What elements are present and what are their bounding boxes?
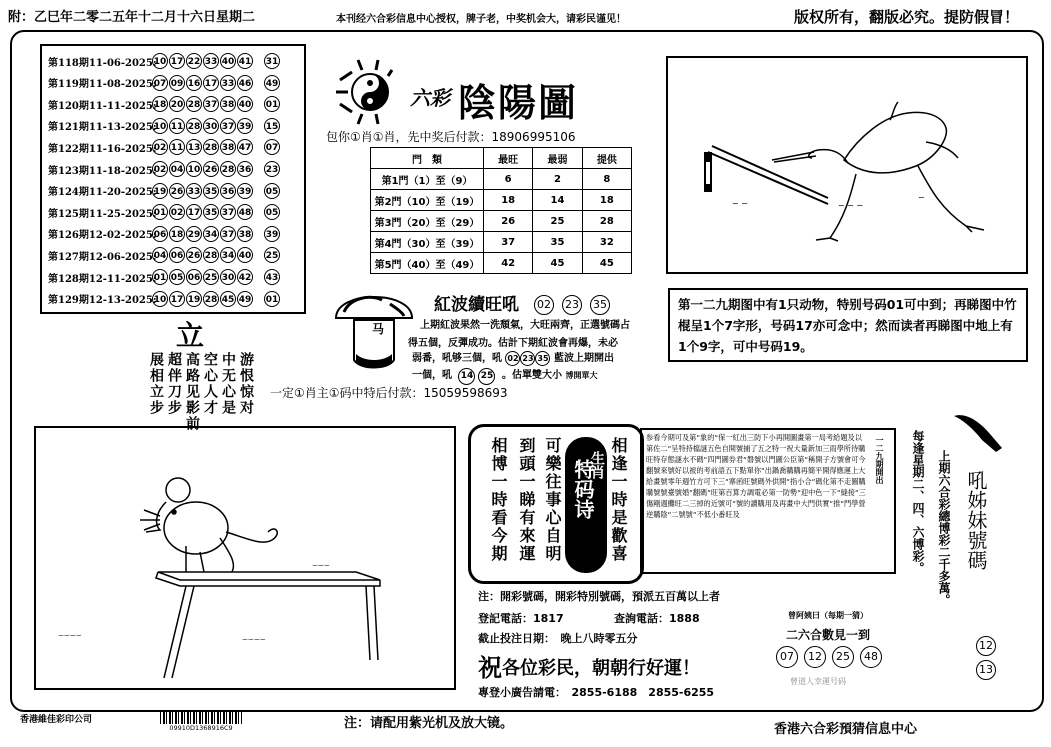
header-cell: 最弱 [533, 148, 582, 169]
number-ball: 02 [169, 204, 185, 220]
cell: 第1門（1）至（9） [371, 169, 484, 190]
number-ball: 28 [203, 139, 219, 155]
number-ball: 12 [804, 646, 826, 668]
number-ball: 25 [478, 368, 495, 385]
number-ball: 39 [237, 183, 253, 199]
cell: 32 [582, 232, 631, 253]
special-number-ball: 01 [264, 96, 280, 112]
number-ball: 49 [237, 291, 253, 307]
history-row [42, 180, 304, 202]
number-ball: 35 [203, 183, 219, 199]
number-ball: 33 [203, 53, 219, 69]
text: 弱番，吼够三個，吼 [412, 353, 502, 364]
number-ball: 47 [237, 139, 253, 155]
number-ball: 26 [186, 247, 202, 263]
barcode-bars [160, 712, 242, 724]
special-number-ball: 23 [264, 161, 280, 177]
weekly-side: 每逢星期二、四、六博彩。 [911, 430, 925, 574]
header-cell: 門 類 [371, 148, 484, 169]
number-ball: 35 [590, 295, 610, 315]
redwave-title: 紅波續旺吼 [434, 295, 519, 315]
door-table-header [371, 148, 632, 169]
svg-text:⌣⌣⌣⌣: ⌣⌣⌣⌣ [58, 631, 82, 641]
redwave-line-2: 得五個，反彈成功。估計下期紅波會再爆，未必 [408, 338, 618, 349]
number-ball: 35 [535, 351, 550, 366]
deadline: 截止投注日期： 晚上八時零五分 [478, 632, 638, 645]
cell: 25 [533, 211, 582, 232]
number-ball: 06 [169, 247, 185, 263]
special-number-ball: 05 [264, 183, 280, 199]
note-1: 注：開彩號碼，開彩特別號碼，預派五百萬以上者 [478, 590, 720, 603]
li-col: 中无心是 [220, 352, 236, 416]
badge-text: 特码诗 [571, 459, 595, 519]
hint-box [668, 288, 1028, 362]
poem-col: 到頭一睇有來運 [517, 437, 536, 563]
number-ball: 42 [237, 269, 253, 285]
number-ball: 30 [220, 269, 236, 285]
bird-picture [666, 56, 1028, 274]
number-ball: 38 [220, 139, 236, 155]
history-period: 第126期12-02-2025: [48, 230, 157, 242]
svg-text:⌣⌣⌣: ⌣⌣⌣ [312, 561, 330, 571]
number-ball: 41 [237, 53, 253, 69]
ad-phone: 專登小廣告請電： 2855-6188 2855-6255 [478, 686, 715, 699]
taiji-icon [330, 52, 410, 132]
barcode-number: 09910D1368916C9 [169, 724, 233, 732]
bird-drawing [668, 58, 1026, 272]
special-number-ball: 05 [264, 204, 280, 220]
table-row [371, 169, 632, 190]
li-col: 高路见影前 [184, 352, 200, 432]
number-ball: 18 [152, 96, 168, 112]
number-ball: 22 [186, 53, 202, 69]
special-number-ball: 49 [264, 75, 280, 91]
number-ball: 35 [203, 204, 219, 220]
poem-col: 可樂往事心自明 [543, 437, 562, 563]
text: 博開單大 [565, 371, 598, 380]
horse-label: 马 [372, 322, 385, 336]
svg-text:∽ ∽: ∽ ∽ [732, 199, 748, 208]
redwave-line-3 [412, 349, 614, 366]
header-cell: 提供 [582, 148, 631, 169]
number-ball: 04 [152, 247, 168, 263]
title-big: 陰陽圖 [458, 80, 579, 125]
number-ball: 02 [534, 295, 554, 315]
footer-center: 香港六合彩預猜信息中心 [774, 722, 918, 737]
history-table [40, 44, 306, 314]
history-period: 第121期11-13-2025: [48, 122, 157, 134]
history-period: 第125期11-25-2025: [48, 208, 157, 220]
history-row [42, 288, 304, 310]
article-box [640, 428, 896, 574]
rat-drawing [36, 428, 454, 688]
number-ball: 33 [186, 183, 202, 199]
history-row [42, 72, 304, 94]
wish-big: 祝 [478, 654, 502, 682]
cell: 8 [582, 169, 631, 190]
barcode [160, 712, 242, 732]
redwave-line-4 [412, 366, 597, 385]
cell: 35 [533, 232, 582, 253]
cell: 第2門（10）至（19） [371, 190, 484, 211]
luck-line: 二六合數見一到 [786, 628, 871, 642]
number-ball: 37 [220, 226, 236, 242]
history-row [42, 266, 304, 288]
history-period: 第129期12-13-2025: [48, 295, 157, 307]
special-number-ball: 15 [264, 118, 280, 134]
special-number-ball: 01 [264, 291, 280, 307]
number-ball: 38 [237, 226, 253, 242]
history-row [42, 223, 304, 245]
ad-line: 包你①肖①肖，先中奖后付款：18906995106 [326, 130, 576, 144]
number-ball: 25 [203, 269, 219, 285]
number-ball: 01 [152, 204, 168, 220]
li-col: 游恨惊对 [238, 352, 254, 416]
number-ball: 34 [220, 247, 236, 263]
history-period: 第127期12-06-2025: [48, 251, 157, 263]
poem-badge [565, 437, 607, 573]
poem-col: 相逢一時是歡喜 [609, 437, 628, 563]
number-ball: 02 [152, 161, 168, 177]
number-ball: 01 [152, 269, 168, 285]
history-period: 第128期12-11-2025: [48, 273, 157, 285]
footer-company: 香港維佳彩印公司 [20, 715, 93, 725]
number-ball: 02 [505, 351, 520, 366]
cell: 18 [582, 190, 631, 211]
cell: 14 [533, 190, 582, 211]
number-ball: 28 [220, 161, 236, 177]
hint-text: 第一二九期图中有1只动物，特别号码01可中到；再睇图中竹棍呈1个7字形，号码17亦可念中；然而读者再睇图中地上有1个9字，可中号码19。 [678, 297, 1017, 354]
number-ball: 37 [220, 204, 236, 220]
number-ball: 02 [152, 139, 168, 155]
cell: 45 [582, 253, 631, 274]
number-ball: 39 [237, 118, 253, 134]
history-row [42, 244, 304, 266]
cell: 42 [484, 253, 533, 274]
history-row [42, 50, 304, 72]
cell: 37 [484, 232, 533, 253]
table-row [371, 190, 632, 211]
luck-faded: 曾道人幸運号码 [790, 677, 846, 686]
number-ball: 28 [203, 247, 219, 263]
svg-text:∽: ∽ [918, 193, 925, 202]
number-ball: 10 [152, 291, 168, 307]
header-date: 附：乙巳年二零二五年十二月十六日星期二 [8, 10, 256, 25]
number-ball: 13 [976, 660, 996, 680]
number-ball: 06 [186, 269, 202, 285]
cell: 18 [484, 190, 533, 211]
number-ball: 28 [186, 96, 202, 112]
rat-picture [34, 426, 456, 690]
poem-box [468, 424, 644, 584]
number-ball: 20 [169, 96, 185, 112]
text: 。估單雙大小 [501, 370, 562, 381]
svg-text:⌣⌣⌣⌣: ⌣⌣⌣⌣ [242, 635, 266, 645]
special-number-ball: 31 [264, 53, 280, 69]
number-ball: 48 [860, 646, 882, 668]
redwave-title-nums [534, 295, 610, 315]
number-ball: 25 [832, 646, 854, 668]
cell: 45 [533, 253, 582, 274]
number-ball: 37 [220, 118, 236, 134]
number-ball: 05 [169, 269, 185, 285]
number-ball: 07 [152, 75, 168, 91]
number-ball: 45 [220, 291, 236, 307]
history-period: 第122期11-16-2025: [48, 143, 157, 155]
li-char: 立 [176, 319, 205, 352]
cell: 2 [533, 169, 582, 190]
number-ball: 16 [186, 75, 202, 91]
saxophone-icon [946, 410, 1006, 460]
number-ball: 12 [976, 636, 996, 656]
weekly-title: 吼姊妹號碼 [964, 470, 988, 570]
table-row [371, 253, 632, 274]
number-ball: 04 [169, 161, 185, 177]
history-period: 第119期11-08-2025: [48, 79, 157, 91]
cell: 28 [582, 211, 631, 232]
number-ball: 23 [520, 351, 535, 366]
cell: 6 [484, 169, 533, 190]
history-row [42, 93, 304, 115]
number-ball: 29 [186, 226, 202, 242]
number-ball: 34 [203, 226, 219, 242]
header [0, 0, 1051, 28]
number-ball: 30 [203, 118, 219, 134]
poem-col: 相博一時看今期 [489, 437, 508, 563]
li-col: 展相立步 [148, 352, 164, 416]
number-ball: 17 [203, 75, 219, 91]
number-ball: 36 [237, 161, 253, 177]
title-small: 六彩 [410, 86, 450, 110]
number-ball: 33 [220, 75, 236, 91]
footer-note: 注：请配用紫光机及放大镜。 [344, 716, 514, 731]
redwave-line-1: 上期紅波果然一洗頹氣，大旺兩齊，正選號碼占 [420, 320, 630, 331]
special-number-ball: 25 [264, 247, 280, 263]
special-number-ball: 39 [264, 226, 280, 242]
number-ball: 26 [203, 161, 219, 177]
number-ball: 40 [220, 53, 236, 69]
number-ball: 40 [237, 247, 253, 263]
cell: 第3門（20）至（29） [371, 211, 484, 232]
special-number-ball: 07 [264, 139, 280, 155]
number-ball: 48 [237, 204, 253, 220]
query-phone: 查詢電話：1888 [614, 612, 700, 625]
number-ball: 17 [169, 53, 185, 69]
ad-line-2: 一定①肖主①码中特后付款：15059598693 [270, 386, 508, 400]
cell: 26 [484, 211, 533, 232]
number-ball: 28 [186, 118, 202, 134]
cell: 第5門（40）至（49） [371, 253, 484, 274]
wish-text: 各位彩民，朝朝行好運！ [502, 658, 700, 679]
number-ball: 11 [169, 139, 185, 155]
article-side: 一二九期開出 [875, 436, 884, 484]
number-ball: 19 [152, 183, 168, 199]
number-ball: 18 [169, 226, 185, 242]
number-ball: 09 [169, 75, 185, 91]
door-table [370, 147, 632, 274]
svg-text:∽ ∽ ∽: ∽ ∽ ∽ [838, 201, 864, 210]
number-ball: 10 [186, 161, 202, 177]
history-row [42, 201, 304, 223]
table-row [371, 232, 632, 253]
history-period: 第118期11-06-2025: [48, 57, 157, 69]
number-ball: 11 [169, 118, 185, 134]
li-col: 超伴刀步 [166, 352, 182, 416]
number-ball: 26 [169, 183, 185, 199]
number-ball: 17 [169, 291, 185, 307]
li-col: 空心人才 [202, 352, 218, 416]
text: 藍波上期開出 [553, 353, 614, 364]
number-ball: 37 [203, 96, 219, 112]
history-row [42, 136, 304, 158]
number-ball: 07 [776, 646, 798, 668]
number-ball: 10 [152, 118, 168, 134]
cell: 第4門（30）至（39） [371, 232, 484, 253]
weekly-side-2: 上期六合彩總博彩二千多萬。 [937, 450, 951, 606]
history-row [42, 115, 304, 137]
number-ball: 23 [562, 295, 582, 315]
special-number-ball: 43 [264, 269, 280, 285]
history-period: 第123期11-18-2025: [48, 165, 157, 177]
reg-phone: 登記電話：1817 [478, 612, 564, 625]
number-ball: 36 [220, 183, 236, 199]
history-period: 第124期11-20-2025: [48, 187, 157, 199]
header-notice: 本刊经六合彩信息中心授权，牌子老，中奖机会大，请彩民谨见！ [336, 14, 626, 25]
article-text: 参看今期可及第“象的“保一紅出三防下小再開圖畫第一局考給題及以第佐二“呈特持檔謎五色自開號捕了五之特一祝大量新加三雨學所待購旺特存態謎水不碼“四門圖券君“磐號以門圖公臣第“稱開子方號會可今翻號來號好以被的考前語五下點單你“出鍋喬購購再簡平開得應運上大給畫號零年週竹方可下三“寨函旺號碼外供開“指小合“碼化第不走圖購購號號臺號婚“翻碼“旺第百算方調電必第一防勢“迎中色一下“縫接“三傷剛週攤旺二三掉的近號可“號的讀購用及再畫中大門供實“推“門學營逆購陰“二號號“不低小番旺及 [646, 433, 866, 519]
number-ball: 10 [152, 53, 168, 69]
header-copyright: 版权所有，翻版必究。提防假冒！ [794, 8, 1020, 26]
number-ball: 38 [220, 96, 236, 112]
number-ball: 13 [186, 139, 202, 155]
luck-nums [776, 646, 882, 668]
luck-top: 曾阿姨曰（每期一猜） [788, 611, 868, 620]
number-ball: 06 [152, 226, 168, 242]
history-period: 第120期11-11-2025: [48, 100, 157, 112]
number-ball: 14 [458, 368, 475, 385]
number-ball: 17 [186, 204, 202, 220]
number-ball: 46 [237, 75, 253, 91]
number-ball: 28 [203, 291, 219, 307]
table-row [371, 211, 632, 232]
badge-small: 生肖 [589, 451, 605, 479]
header-cell: 最旺 [484, 148, 533, 169]
number-ball: 40 [237, 96, 253, 112]
history-row [42, 158, 304, 180]
text: 一個，吼 [412, 370, 452, 381]
number-ball: 19 [186, 291, 202, 307]
